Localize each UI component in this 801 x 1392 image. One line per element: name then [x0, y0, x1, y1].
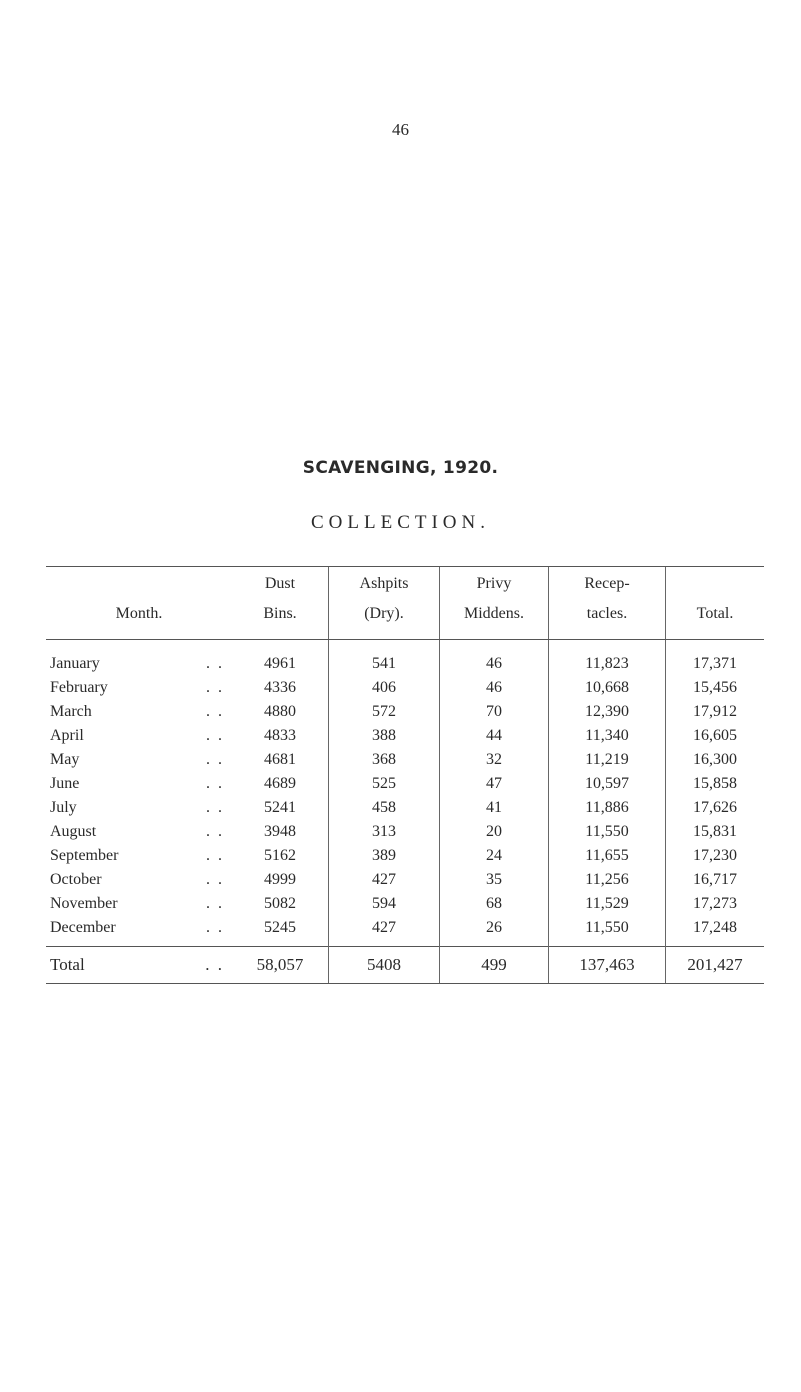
cell-ashpits: 368: [329, 748, 440, 772]
cell-dust-bins: 4689: [264, 775, 296, 792]
cell-receptacles: 11,886: [549, 796, 666, 820]
header-ashpits: Ashpits (Dry).: [329, 567, 440, 640]
cell-total: 15,456: [666, 676, 765, 700]
cell-month: September . .: [50, 847, 224, 864]
table-row: [46, 844, 764, 868]
cell-dust-bins: 5162: [264, 847, 296, 864]
cell-month: October . .: [50, 871, 224, 888]
cell-privy-middens: 20: [440, 820, 549, 844]
cell-ashpits: 389: [329, 844, 440, 868]
cell-dust-bins: 4880: [264, 703, 296, 720]
page-title: SCAVENGING, 1920.: [302, 458, 499, 478]
header-receptacles: Recep- tacles.: [549, 567, 666, 640]
table-row: [46, 892, 764, 916]
cell-month: November . .: [50, 895, 224, 912]
total-row: [46, 947, 764, 984]
cell-privy-middens: 68: [440, 892, 549, 916]
cell-ashpits: 458: [329, 796, 440, 820]
table-row: [46, 640, 764, 677]
table-row: [46, 796, 764, 820]
table-header-row: [46, 567, 764, 640]
cell-total: 15,858: [666, 772, 765, 796]
cell-total: 16,605: [666, 724, 765, 748]
cell-receptacles: 12,390: [549, 700, 666, 724]
cell-dust-bins: 3948: [264, 823, 296, 840]
total-privy-middens: 499: [440, 947, 549, 984]
cell-receptacles: 11,219: [549, 748, 666, 772]
header-privy-middens: Privy Middens.: [440, 567, 549, 640]
cell-receptacles: 10,597: [549, 772, 666, 796]
header-total: Total.: [666, 567, 765, 640]
cell-ashpits: 427: [329, 916, 440, 947]
header-dust-bins: Dust Bins.: [232, 567, 329, 640]
total-total: 201,427: [666, 947, 765, 984]
table-row: [46, 868, 764, 892]
cell-privy-middens: 44: [440, 724, 549, 748]
table-row: [46, 772, 764, 796]
cell-receptacles: 11,340: [549, 724, 666, 748]
cell-total: 17,248: [666, 916, 765, 947]
section-subtitle: COLLECTION.: [310, 512, 490, 533]
cell-receptacles: 11,256: [549, 868, 666, 892]
cell-ashpits: 525: [329, 772, 440, 796]
cell-receptacles: 11,655: [549, 844, 666, 868]
cell-receptacles: 11,529: [549, 892, 666, 916]
cell-privy-middens: 47: [440, 772, 549, 796]
table-row: [46, 700, 764, 724]
cell-dust-bins: 5245: [264, 919, 296, 936]
cell-ashpits: 541: [329, 640, 440, 677]
cell-dust-bins: 4336: [264, 679, 296, 696]
cell-month: August . .: [50, 823, 224, 840]
cell-ashpits: 572: [329, 700, 440, 724]
cell-privy-middens: 70: [440, 700, 549, 724]
total-label: Total . .: [46, 947, 232, 984]
cell-ashpits: 388: [329, 724, 440, 748]
cell-month: June . .: [50, 775, 224, 792]
total-ashpits: 5408: [329, 947, 440, 984]
cell-privy-middens: 26: [440, 916, 549, 947]
cell-month: July . .: [50, 799, 224, 816]
cell-dust-bins: 4681: [264, 751, 296, 768]
collection-table: [46, 566, 764, 984]
cell-month: March . .: [50, 703, 224, 720]
cell-total: 17,626: [666, 796, 765, 820]
cell-dust-bins: 5082: [264, 895, 296, 912]
total-dust-bins: 58,057: [232, 947, 329, 984]
header-month: Month.: [46, 567, 232, 640]
cell-privy-middens: 35: [440, 868, 549, 892]
cell-dust-bins: 4999: [264, 871, 296, 888]
cell-month: December . .: [50, 919, 224, 936]
page-number: 46: [392, 120, 409, 139]
cell-total: 16,717: [666, 868, 765, 892]
cell-total: 17,230: [666, 844, 765, 868]
table-row: [46, 916, 764, 947]
cell-ashpits: 313: [329, 820, 440, 844]
cell-dust-bins: 4961: [264, 655, 296, 672]
cell-total: 17,371: [666, 640, 765, 677]
cell-total: 15,831: [666, 820, 765, 844]
cell-total: 16,300: [666, 748, 765, 772]
cell-month: January . .: [50, 655, 224, 672]
cell-privy-middens: 32: [440, 748, 549, 772]
total-receptacles: 137,463: [549, 947, 666, 984]
cell-dust-bins: 5241: [264, 799, 296, 816]
table-row: [46, 748, 764, 772]
cell-month: May . .: [50, 751, 224, 768]
table-row: [46, 724, 764, 748]
cell-dust-bins: 4833: [264, 727, 296, 744]
cell-privy-middens: 46: [440, 676, 549, 700]
cell-privy-middens: 46: [440, 640, 549, 677]
cell-receptacles: 10,668: [549, 676, 666, 700]
cell-month: April . .: [50, 727, 224, 744]
cell-receptacles: 11,550: [549, 820, 666, 844]
cell-ashpits: 406: [329, 676, 440, 700]
cell-ashpits: 427: [329, 868, 440, 892]
cell-receptacles: 11,823: [549, 640, 666, 677]
cell-month: February . .: [50, 679, 224, 696]
cell-privy-middens: 24: [440, 844, 549, 868]
cell-ashpits: 594: [329, 892, 440, 916]
cell-total: 17,912: [666, 700, 765, 724]
table-row: [46, 676, 764, 700]
table-row: [46, 820, 764, 844]
cell-total: 17,273: [666, 892, 765, 916]
cell-privy-middens: 41: [440, 796, 549, 820]
cell-receptacles: 11,550: [549, 916, 666, 947]
